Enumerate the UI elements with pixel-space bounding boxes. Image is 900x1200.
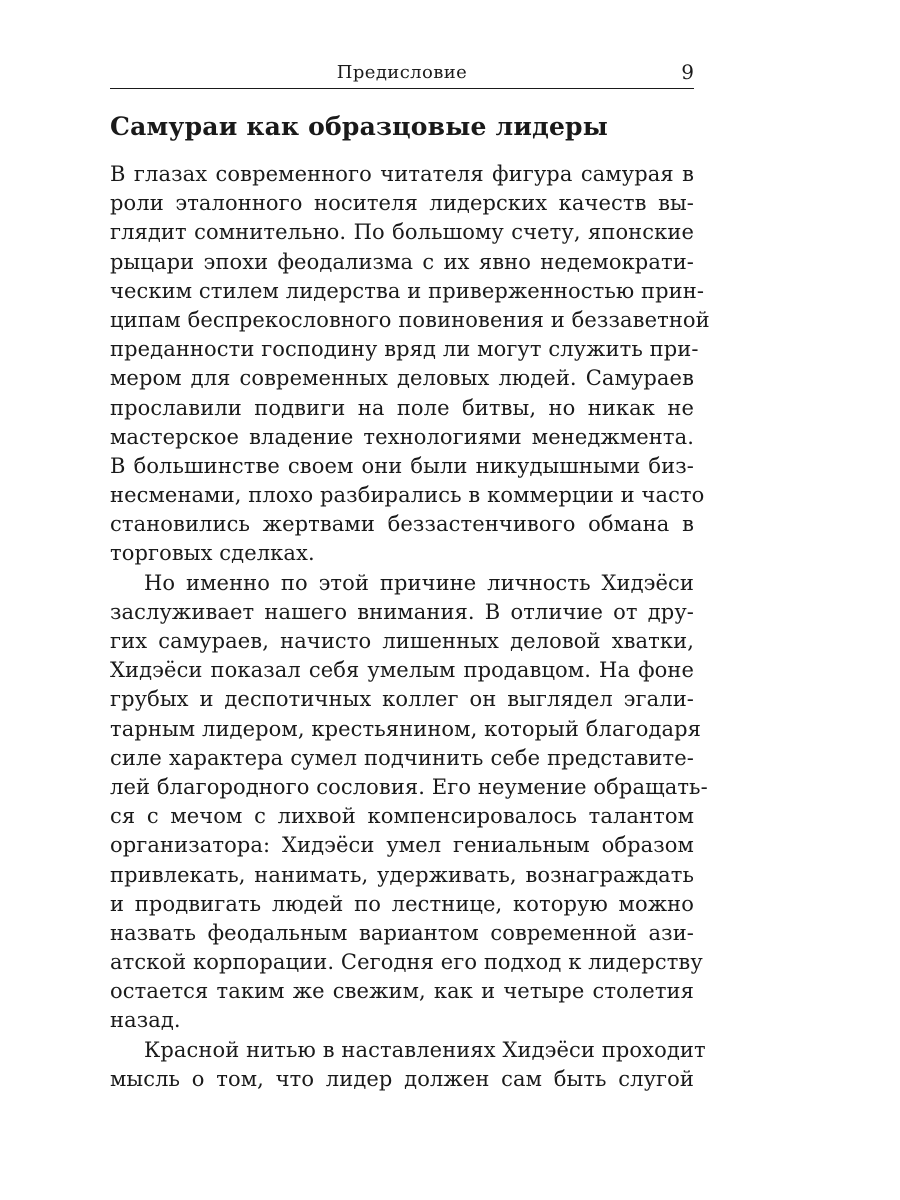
- text-line: В большинстве своем они были никудышными биз-: [110, 453, 694, 478]
- text-line: мастерское владение технологиями менеджмента.: [110, 424, 694, 449]
- text-line: гих самураев, начисто лишенных деловой хватки,: [110, 629, 694, 653]
- running-head-section: Предисловие: [336, 62, 468, 83]
- text-line: лей благородного сословия. Его неумение обращать-: [110, 774, 708, 799]
- text-line: Красной нитью в наставлениях Хидэёси проходит: [144, 1037, 706, 1062]
- text-line: атской корпорации. Сегодня его подход к лидерству: [110, 950, 703, 975]
- text-line: и продвигать людей по лестнице, которую можно: [110, 891, 694, 916]
- text-line: силе характера сумел подчинить себе представите-: [110, 745, 694, 770]
- section-heading: Самураи как образцовые лидеры: [110, 112, 608, 141]
- text-line: назвать феодальным вариантом современной ази-: [110, 920, 694, 945]
- text-line: глядит сомнительно. По большому счету, японские: [110, 220, 694, 245]
- text-line: привлекать, нанимать, удерживать, вознаграждать: [110, 862, 694, 887]
- text-line: грубых и деспотичных коллег он выглядел эгали-: [110, 687, 694, 712]
- paragraph: [110, 160, 710, 569]
- text-line: мером для современных деловых людей. Самураев: [110, 366, 694, 391]
- text-line: роли эталонного носителя лидерских качеств вы-: [110, 191, 694, 216]
- text-line: преданности господину вряд ли могут служить при-: [110, 337, 699, 362]
- text-line: Хидэёси показал себя умелым продавцом. На фоне: [110, 658, 694, 683]
- text-line: ципам беспрекословного повиновения и беззаветной: [110, 307, 710, 332]
- text-line: торговых сделках.: [110, 541, 315, 566]
- text-line: ся с мечом с лихвой компенсировалось талантом: [110, 804, 694, 829]
- text-line: остается таким же свежим, как и четыре столетия: [110, 979, 694, 1004]
- running-head: [110, 60, 694, 89]
- text-line: ческим стилем лидерства и приверженностью прин-: [110, 278, 705, 303]
- text-line: В глазах современного читателя фигура самурая в: [110, 162, 694, 186]
- text-line: несменами, плохо разбирались в коммерции и часто: [110, 483, 705, 508]
- text-line: назад.: [110, 1008, 181, 1033]
- text-line: рыцари эпохи феодализма с их явно недемократи-: [110, 249, 694, 274]
- text-line: прославили подвиги на поле битвы, но никак не: [110, 395, 694, 420]
- text-line: Но именно по этой причине личность Хидэёси: [144, 570, 694, 595]
- text-line: организатора: Хидэёси умел гениальным образом: [110, 833, 694, 858]
- text-line: заслуживает нашего внимания. В отличие от дру-: [110, 599, 694, 624]
- text-line: тарным лидером, крестьянином, который благодаря: [110, 716, 701, 741]
- body-text: [110, 160, 710, 1094]
- text-line: становились жертвами беззастенчивого обмана в: [110, 512, 694, 537]
- paragraph: [110, 1036, 706, 1094]
- paragraph: [110, 569, 708, 1036]
- page-number: 9: [681, 60, 694, 84]
- text-line: мысль о том, что лидер должен сам быть слугой: [110, 1066, 694, 1091]
